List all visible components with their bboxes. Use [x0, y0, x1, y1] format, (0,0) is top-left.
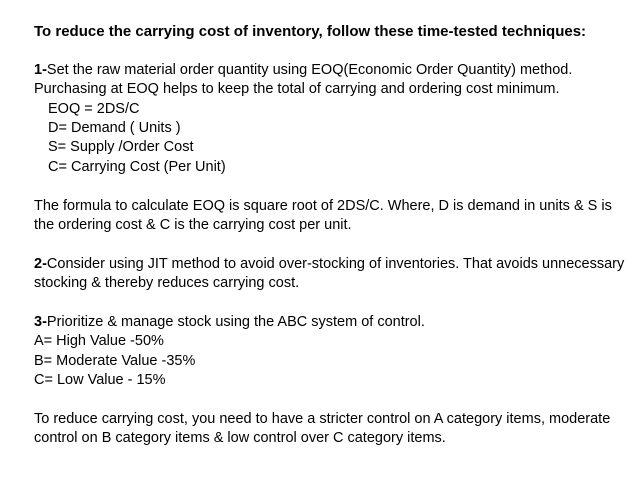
section-2-text-1: Consider using JIT method to avoid over-stocking of inventories. That avoids unnecessary	[46, 255, 625, 272]
section-3-line-1	[34, 313, 630, 332]
eoq-explain-line-1: The formula to calculate EOQ is square root of 2DS/C. Where, D is demand in units & S is	[34, 197, 612, 214]
section-1-text-1: Set the raw material order quantity using EOQ(Economic Order Quantity) method.	[46, 61, 573, 78]
section-2-line-2: stocking & thereby reduces carrying cost.	[34, 275, 300, 292]
abc-item-b: B= Moderate Value -35%	[34, 352, 196, 369]
formula-carrying: C= Carrying Cost (Per Unit)	[48, 158, 226, 175]
conclusion-line-2: control on B category items & low control over C category items.	[34, 430, 446, 447]
formula-supply: S= Supply /Order Cost	[48, 139, 194, 156]
spacer	[34, 177, 630, 196]
spacer	[34, 235, 630, 254]
slide-title: To reduce the carrying cost of inventory, follow these time-tested techniques:	[34, 23, 587, 40]
eoq-explain-line-2: the ordering cost & C is the carrying cost per unit.	[34, 217, 352, 234]
section-jit	[34, 255, 630, 294]
formula-eoq: EOQ = 2DS/C	[48, 100, 140, 117]
section-1-line-2: Purchasing at EOQ helps to keep the total of carrying and ordering cost minimum.	[34, 81, 560, 98]
conclusion-line-1: To reduce carrying cost, you need to have a stricter control on A category items, moderate	[34, 411, 611, 428]
section-1-number: 1-	[34, 61, 47, 78]
section-eoq	[34, 61, 630, 236]
section-3-text-1: Prioritize & manage stock using the ABC system of control.	[46, 314, 425, 331]
spacer	[34, 294, 630, 313]
abc-item-a: A= High Value -50%	[34, 333, 164, 350]
section-3-number: 3-	[34, 314, 47, 331]
slide-content	[34, 22, 630, 449]
section-2-line-1	[34, 255, 630, 274]
abc-item-c: C= Low Value - 15%	[34, 372, 166, 389]
section-1-line-1	[34, 61, 630, 80]
spacer	[34, 391, 630, 410]
section-2-number: 2-	[34, 255, 47, 272]
formula-demand: D= Demand ( Units )	[48, 120, 181, 137]
section-conclusion	[34, 410, 630, 449]
section-abc	[34, 313, 630, 391]
